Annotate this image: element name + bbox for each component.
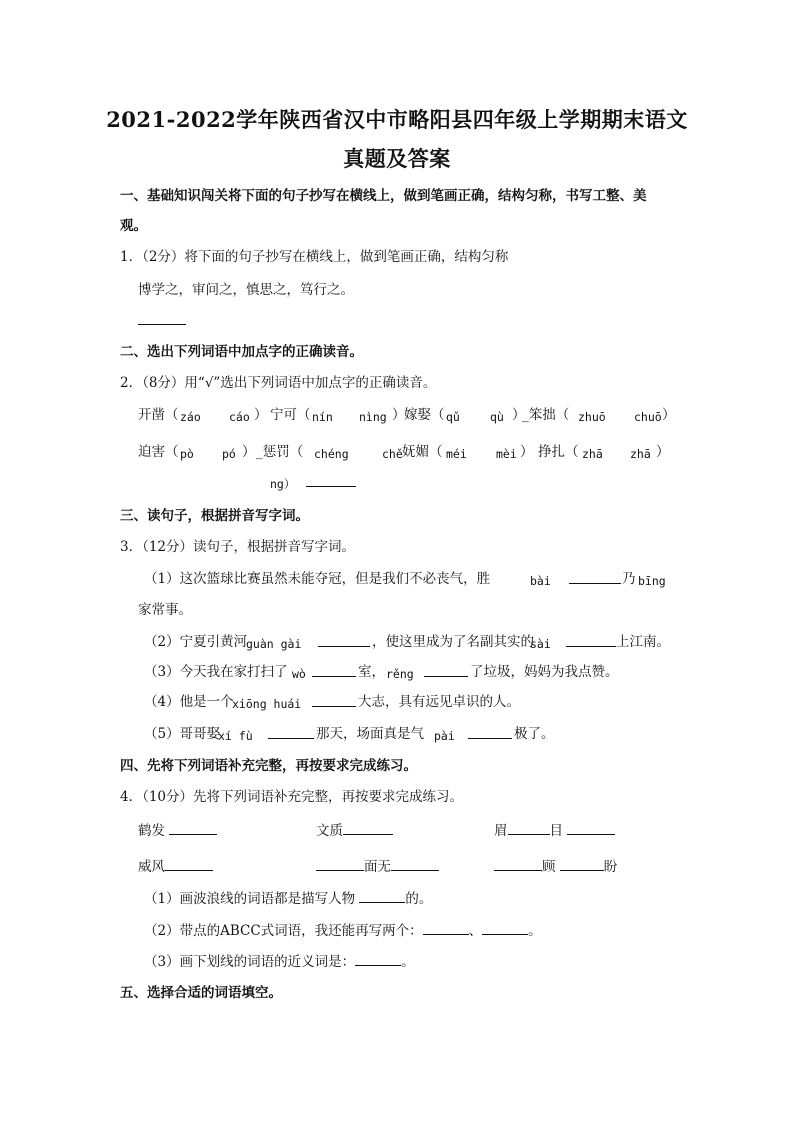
pinyin-hint: wò	[292, 667, 306, 681]
answer-blank[interactable]	[423, 920, 469, 935]
pinyin-option[interactable]: chéng	[314, 447, 349, 461]
question-1-answer-blank[interactable]	[138, 310, 186, 331]
section1-heading-cont: 观。	[120, 218, 147, 234]
bracket-close: ）	[512, 407, 526, 423]
page-title-line1: 2021-2022学年陕西省汉中市略阳县四年级上学期期末语文	[106, 107, 688, 132]
bracket-close: ）	[254, 407, 268, 423]
sentence-3-mid: 室，	[358, 664, 385, 680]
pinyin-option[interactable]: cáo	[229, 410, 250, 424]
idiom-text: 文质	[316, 823, 343, 839]
word-pohai: 迫害（	[138, 444, 179, 460]
idiom-6	[494, 856, 617, 877]
pinyin-option[interactable]: qǔ	[446, 410, 460, 424]
task-text: （2）带点的ABCC式词语，我还能再写两个：	[144, 923, 423, 939]
answer-blank[interactable]	[343, 820, 393, 835]
sentence-2-text: （2）宁夏引黄河	[144, 634, 248, 650]
pinyin-option[interactable]: mèi	[496, 447, 517, 461]
answer-blank[interactable]	[355, 951, 401, 966]
pinyin-option[interactable]: nín	[312, 410, 333, 424]
question-2-prompt: 2．（8分）用“√”选出下列词语中加点字的正确读音。	[120, 375, 437, 391]
pinyin-option[interactable]: záo	[180, 410, 201, 424]
page-title-line2: 真题及答案	[343, 146, 451, 171]
answer-blank[interactable]	[494, 856, 542, 871]
answer-blank[interactable]	[316, 856, 364, 871]
pinyin-option[interactable]: méi	[446, 447, 467, 461]
pinyin-hint: guàn gài	[246, 637, 302, 651]
sentence-4-text: （4）他是一个	[144, 694, 234, 710]
answer-blank[interactable]	[268, 724, 314, 745]
pinyin-hint: rěng	[386, 667, 414, 681]
sentence-2-end: 上江南。	[616, 634, 670, 650]
answer-blank[interactable]	[569, 569, 621, 590]
section1-heading: 一、基础知识闯关将下面的句子抄写在横线上，做到笔画正确，结构匀称，书写工整、美	[120, 188, 647, 204]
bracket-close: ）	[520, 444, 534, 460]
idiom-text: 鹤发	[138, 823, 165, 839]
task-text: 。	[401, 954, 415, 970]
answer-blank[interactable]	[312, 692, 356, 713]
idiom-text: 目	[549, 823, 563, 839]
pinyin-option[interactable]: pó	[222, 447, 236, 461]
word-benzhuo: _笨拙（	[522, 407, 570, 423]
answer-blank[interactable]	[306, 472, 356, 493]
answer-blank[interactable]	[312, 662, 356, 683]
answer-blank[interactable]	[359, 888, 405, 903]
pinyin-hint: xiōng huái	[232, 697, 302, 711]
sentence-3-end: 了垃圾，妈妈为我点赞。	[470, 664, 619, 680]
pinyin-hint: xí fù	[218, 729, 253, 743]
answer-blank[interactable]	[169, 820, 217, 835]
task-text: （3）画下划线的词语的近义词是：	[144, 954, 356, 970]
pinyin-hint: bài	[530, 574, 551, 588]
idiom-text: 眉	[494, 823, 508, 839]
pinyin-option[interactable]: qù	[490, 410, 504, 424]
answer-blank[interactable]	[567, 820, 615, 835]
pinyin-hint: sài	[530, 637, 551, 651]
bracket-close: ）	[242, 444, 256, 460]
task-2	[144, 920, 542, 941]
word-kaizao: 开凿（	[138, 407, 179, 423]
idiom-text: 面无	[364, 859, 391, 875]
idiom-text: 威风	[138, 859, 165, 875]
word-wumei: 妩媚（	[402, 444, 443, 460]
bracket-close: ）	[392, 407, 406, 423]
idiom-text: 盼	[603, 859, 618, 875]
section5-heading: 五、选择合适的词语填空。	[120, 985, 282, 1001]
sentence-5-mid: 那天，场面真是气	[316, 726, 424, 742]
pinyin-fragment: ng）	[270, 477, 296, 491]
sentence-4-end: 大志，具有远见卓识的人。	[358, 694, 520, 710]
question-4-prompt: 4．（10分）先将下列词语补充完整，再按要求完成练习。	[120, 789, 464, 805]
answer-blank[interactable]	[482, 920, 528, 935]
answer-blank[interactable]	[508, 820, 550, 835]
question-1-prompt: 1．（2分）将下面的句子抄写在横线上，做到笔画正确，结构匀称	[120, 249, 509, 265]
question-3-prompt: 3．（12分）读句子，根据拼音写字词。	[120, 539, 356, 555]
sentence-2-mid: ，使这里成为了名副其实的	[372, 634, 534, 650]
pinyin-option[interactable]: chě	[382, 447, 403, 461]
sentence-5-end: 极了。	[514, 726, 555, 742]
idiom-1	[138, 820, 217, 841]
pinyin-option[interactable]: pò	[180, 447, 194, 461]
task-1	[144, 888, 432, 909]
answer-blank[interactable]	[424, 662, 468, 683]
idiom-3	[494, 820, 615, 841]
idiom-5	[316, 856, 439, 877]
task-text: （1）画波浪线的词语都是描写人物	[144, 891, 356, 907]
pinyin-hint: bīng	[638, 574, 666, 588]
sentence-1-mid: 乃	[622, 571, 636, 587]
pinyin-hint: pài	[434, 729, 455, 743]
task-text: 的。	[405, 891, 433, 907]
idiom-text: 顾	[542, 859, 556, 875]
word-ningke: 宁可（	[270, 407, 311, 423]
sentence-5-text: （5）哥哥娶	[144, 726, 221, 742]
pinyin-option[interactable]: zhuō	[578, 410, 606, 424]
answer-blank[interactable]	[468, 724, 512, 745]
sentence-1-text: （1）这次篮球比赛虽然未能夺冠，但是我们不必丧气，胜	[144, 571, 491, 587]
answer-blank[interactable]	[566, 632, 616, 653]
idiom-4	[138, 856, 213, 877]
answer-blank[interactable]	[318, 632, 370, 653]
word-jiaqu: 嫁娶（	[404, 407, 445, 423]
word-zhengzha: 挣扎（	[538, 444, 579, 460]
question-1-sentence: 博学之，审问之，慎思之，笃行之。	[138, 282, 354, 298]
pinyin-option[interactable]: zhā	[582, 447, 603, 461]
section3-heading: 三、读句子，根据拼音写字词。	[120, 508, 309, 524]
pinyin-option[interactable]: zhā	[630, 447, 651, 461]
task-3	[144, 951, 415, 972]
sentence-3-text: （3）今天我在家打扫了	[144, 664, 288, 680]
pinyin-option[interactable]: chuō	[634, 410, 662, 424]
section2-heading: 二、选出下列词语中加点字的正确读音。	[120, 344, 363, 360]
pinyin-option[interactable]: nìng	[359, 410, 387, 424]
task-text: 。	[528, 923, 542, 939]
word-chengfa: _惩罚（	[256, 444, 304, 460]
section4-heading: 四、先将下列词语补充完整，再按要求完成练习。	[120, 758, 417, 774]
bracket-close: ）	[662, 407, 676, 423]
bracket-close: ）	[656, 444, 670, 460]
answer-blank[interactable]	[165, 856, 213, 871]
answer-blank[interactable]	[391, 856, 439, 871]
sentence-1-end: 家常事。	[138, 602, 192, 618]
answer-blank[interactable]	[560, 856, 604, 871]
task-text: 、	[468, 923, 483, 939]
idiom-2	[316, 820, 393, 841]
